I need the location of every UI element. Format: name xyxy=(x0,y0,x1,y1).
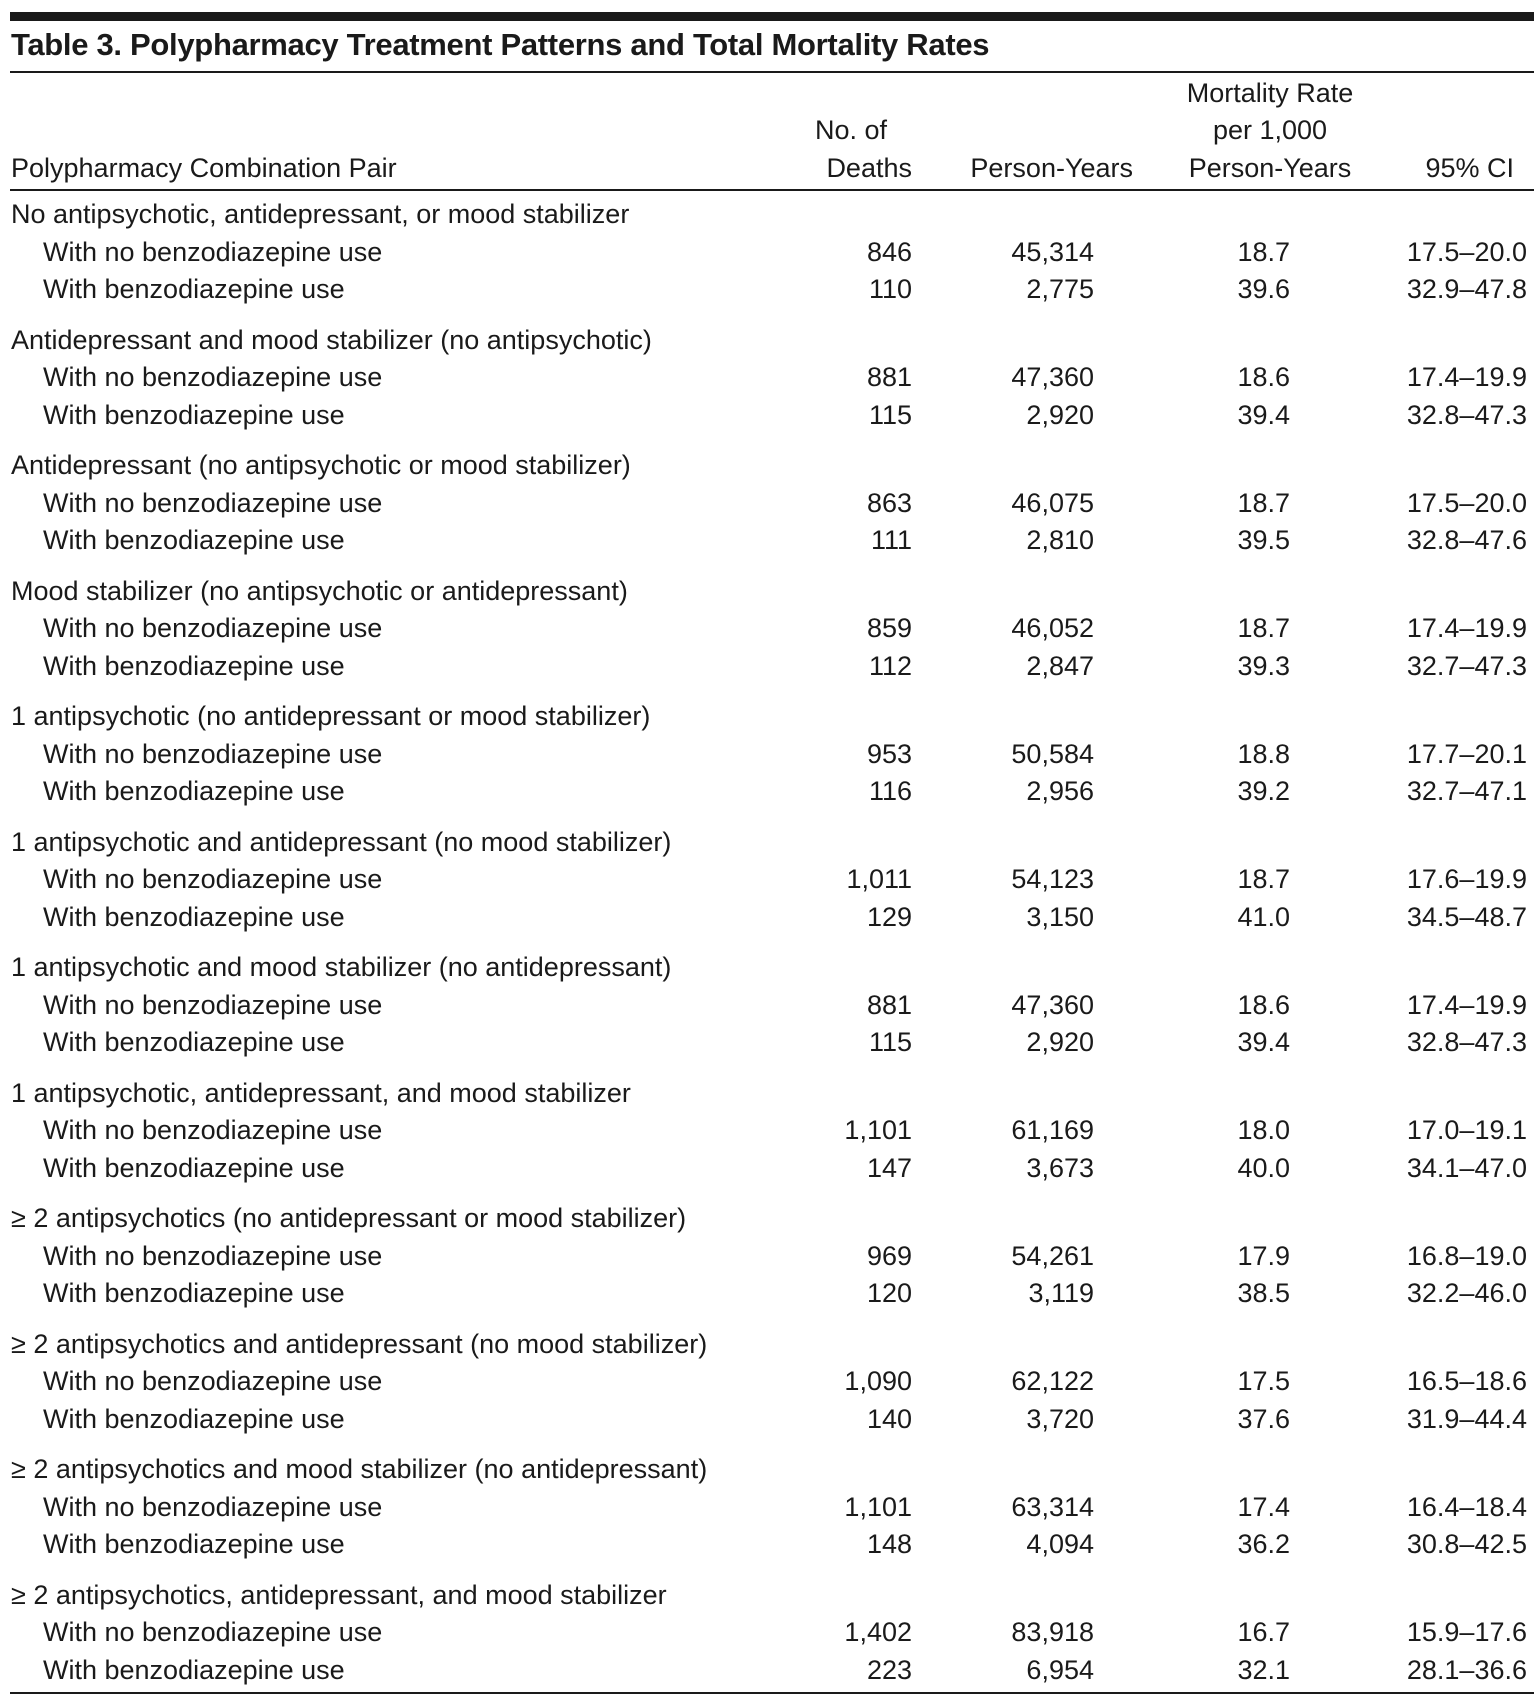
deaths-cell: 859 xyxy=(866,613,912,644)
table-row xyxy=(0,1525,1540,1563)
table-row xyxy=(0,772,1540,810)
ci-cell: 28.1–36.6 xyxy=(1406,1654,1527,1685)
row-label: With no benzodiazepine use xyxy=(43,1240,383,1271)
group-label: 1 antipsychotic, antidepressant, and mood stabilizer xyxy=(11,1077,631,1108)
row-label: With no benzodiazepine use xyxy=(43,487,383,518)
deaths-cell: 1,090 xyxy=(844,1366,912,1397)
row-label: With benzodiazepine use xyxy=(43,776,345,807)
deaths-cell: 953 xyxy=(866,738,912,769)
header-rate-line3: Person-Years xyxy=(1188,153,1352,183)
ci-cell: 34.5–48.7 xyxy=(1406,901,1527,932)
table-row xyxy=(0,358,1540,396)
row-label: With benzodiazepine use xyxy=(43,525,345,556)
group-row xyxy=(0,1074,1540,1112)
row-label: With benzodiazepine use xyxy=(43,274,345,305)
row-label: With no benzodiazepine use xyxy=(43,1491,383,1522)
deaths-cell: 110 xyxy=(868,274,912,305)
person-years-cell: 2,810 xyxy=(1026,525,1094,556)
mortality-rate-cell: 18.6 xyxy=(1237,362,1290,393)
row-label: With no benzodiazepine use xyxy=(43,613,383,644)
mortality-rate-cell: 18.7 xyxy=(1237,487,1290,518)
ci-cell: 30.8–42.5 xyxy=(1406,1529,1527,1560)
header-rule xyxy=(10,189,1534,191)
person-years-cell: 50,584 xyxy=(1011,738,1094,769)
group-row xyxy=(0,195,1540,233)
deaths-cell: 881 xyxy=(866,362,912,393)
mortality-rate-cell: 39.3 xyxy=(1237,650,1290,681)
table-row xyxy=(0,898,1540,936)
deaths-cell: 140 xyxy=(866,1403,912,1434)
mortality-rate-cell: 36.2 xyxy=(1237,1529,1290,1560)
row-label: With benzodiazepine use xyxy=(43,1654,345,1685)
mortality-rate-cell: 40.0 xyxy=(1237,1152,1290,1183)
table-row xyxy=(0,735,1540,773)
person-years-cell: 2,920 xyxy=(1026,1027,1094,1058)
ci-cell: 32.8–47.6 xyxy=(1406,525,1527,556)
group-label: Antidepressant (no antipsychotic or mood stabilizer) xyxy=(11,450,631,480)
group-label: ≥ 2 antipsychotics (no antidepressant or mood stabilizer) xyxy=(11,1203,687,1233)
person-years-cell: 2,775 xyxy=(1026,274,1094,305)
person-years-cell: 3,119 xyxy=(1028,1278,1094,1309)
deaths-cell: 129 xyxy=(866,901,912,932)
ci-cell: 32.8–47.3 xyxy=(1406,399,1527,430)
ci-cell: 17.6–19.9 xyxy=(1406,864,1527,895)
deaths-cell: 112 xyxy=(868,650,912,681)
mortality-rate-cell: 39.2 xyxy=(1237,776,1290,807)
row-label: With benzodiazepine use xyxy=(43,901,345,932)
table-row xyxy=(0,233,1540,271)
row-label: With no benzodiazepine use xyxy=(43,1366,383,1397)
ci-cell: 34.1–47.0 xyxy=(1406,1152,1527,1183)
row-label: With no benzodiazepine use xyxy=(43,1115,383,1146)
mortality-rate-cell: 18.6 xyxy=(1237,989,1290,1020)
deaths-cell: 147 xyxy=(866,1152,912,1183)
deaths-cell: 115 xyxy=(868,399,912,430)
person-years-cell: 61,169 xyxy=(1011,1115,1094,1146)
mortality-rate-cell: 16.7 xyxy=(1237,1617,1290,1648)
mortality-rate-cell: 17.5 xyxy=(1237,1366,1290,1397)
group-row xyxy=(0,1450,1540,1488)
group-row xyxy=(0,572,1540,610)
row-label: With no benzodiazepine use xyxy=(43,1617,383,1648)
title-rule xyxy=(10,71,1534,73)
row-label: With benzodiazepine use xyxy=(43,1152,345,1183)
group-label: ≥ 2 antipsychotics and mood stabilizer (no antidepressant) xyxy=(11,1454,708,1484)
ci-cell: 17.5–20.0 xyxy=(1406,487,1527,518)
header-person-years: Person-Years xyxy=(970,153,1133,183)
table-row xyxy=(0,1111,1540,1149)
deaths-cell: 969 xyxy=(866,1240,912,1271)
ci-cell: 32.7–47.3 xyxy=(1406,650,1527,681)
row-label: With no benzodiazepine use xyxy=(43,738,383,769)
row-label: With benzodiazepine use xyxy=(43,399,345,430)
ci-cell: 16.5–18.6 xyxy=(1406,1366,1527,1397)
table-row xyxy=(0,1149,1540,1187)
person-years-cell: 63,314 xyxy=(1011,1491,1094,1522)
deaths-cell: 223 xyxy=(866,1654,912,1685)
table-row xyxy=(0,1023,1540,1061)
mortality-rate-cell: 18.7 xyxy=(1237,236,1290,267)
row-label: With benzodiazepine use xyxy=(43,1529,345,1560)
mortality-rate-cell: 41.0 xyxy=(1237,901,1290,932)
group-label: No antipsychotic, antidepressant, or mood stabilizer xyxy=(11,199,630,229)
person-years-cell: 54,261 xyxy=(1011,1240,1094,1271)
group-label: ≥ 2 antipsychotics, antidepressant, and mood stabilizer xyxy=(11,1579,667,1610)
mortality-rate-cell: 18.7 xyxy=(1237,613,1290,644)
deaths-cell: 115 xyxy=(868,1027,912,1058)
deaths-cell: 148 xyxy=(866,1529,912,1560)
row-label: With benzodiazepine use xyxy=(43,1278,345,1309)
deaths-cell: 1,101 xyxy=(844,1491,912,1522)
top-rule xyxy=(10,12,1534,21)
person-years-cell: 83,918 xyxy=(1011,1617,1094,1648)
table-row xyxy=(0,1274,1540,1312)
ci-cell: 32.9–47.8 xyxy=(1406,274,1527,305)
ci-cell: 16.4–18.4 xyxy=(1406,1491,1527,1522)
deaths-cell: 111 xyxy=(870,525,912,556)
deaths-cell: 1,011 xyxy=(846,864,912,895)
person-years-cell: 2,956 xyxy=(1026,776,1094,807)
header-rate-line2: per 1,000 xyxy=(1212,115,1328,145)
group-row xyxy=(0,823,1540,861)
mortality-rate-cell: 39.6 xyxy=(1237,274,1290,305)
person-years-cell: 2,920 xyxy=(1026,399,1094,430)
group-row xyxy=(0,1199,1540,1237)
mortality-rate-cell: 39.4 xyxy=(1237,1027,1290,1058)
deaths-cell: 863 xyxy=(866,487,912,518)
ci-cell: 17.0–19.1 xyxy=(1406,1115,1527,1146)
person-years-cell: 6,954 xyxy=(1026,1654,1094,1685)
row-label: With no benzodiazepine use xyxy=(43,989,383,1020)
deaths-cell: 846 xyxy=(866,236,912,267)
person-years-cell: 3,720 xyxy=(1026,1403,1094,1434)
person-years-cell: 3,150 xyxy=(1026,901,1094,932)
mortality-rate-cell: 38.5 xyxy=(1237,1278,1290,1309)
table-row xyxy=(0,860,1540,898)
table-row xyxy=(0,521,1540,559)
table-row xyxy=(0,1613,1540,1651)
mortality-rate-cell: 32.1 xyxy=(1237,1654,1290,1685)
table-row xyxy=(0,1488,1540,1526)
table-row xyxy=(0,1651,1540,1689)
table-row xyxy=(0,609,1540,647)
mortality-rate-cell: 39.4 xyxy=(1237,399,1290,430)
ci-cell: 16.8–19.0 xyxy=(1406,1240,1527,1271)
header-rate-line1: Mortality Rate xyxy=(1186,78,1354,108)
ci-cell: 32.7–47.1 xyxy=(1406,776,1527,807)
table-row xyxy=(0,1400,1540,1438)
group-row xyxy=(0,948,1540,986)
deaths-cell: 1,402 xyxy=(844,1617,912,1648)
ci-cell: 15.9–17.6 xyxy=(1406,1617,1527,1648)
table-row xyxy=(0,1362,1540,1400)
row-label: With benzodiazepine use xyxy=(43,1027,345,1058)
person-years-cell: 46,052 xyxy=(1011,613,1094,644)
header-combination-pair: Polypharmacy Combination Pair xyxy=(11,153,397,183)
group-label: ≥ 2 antipsychotics and antidepressant (no mood stabilizer) xyxy=(11,1328,708,1359)
row-label: With no benzodiazepine use xyxy=(43,236,383,267)
ci-cell: 32.2–46.0 xyxy=(1406,1278,1527,1309)
row-label: With benzodiazepine use xyxy=(43,650,345,681)
group-row xyxy=(0,697,1540,735)
table-row xyxy=(0,647,1540,685)
group-row xyxy=(0,1325,1540,1363)
mortality-rate-cell: 18.0 xyxy=(1237,1115,1290,1146)
ci-cell: 17.4–19.9 xyxy=(1406,362,1527,393)
deaths-cell: 881 xyxy=(866,989,912,1020)
mortality-rate-cell: 39.5 xyxy=(1237,525,1290,556)
header-ci: 95% CI xyxy=(1425,153,1514,183)
ci-cell: 17.4–19.9 xyxy=(1406,989,1527,1020)
person-years-cell: 3,673 xyxy=(1026,1152,1094,1183)
group-label: Mood stabilizer (no antipsychotic or antidepressant) xyxy=(11,575,628,606)
deaths-cell: 1,101 xyxy=(844,1115,912,1146)
person-years-cell: 45,314 xyxy=(1011,236,1094,267)
header-deaths-line2: Deaths xyxy=(826,153,912,183)
table-row xyxy=(0,1237,1540,1275)
row-label: With no benzodiazepine use xyxy=(43,864,383,895)
row-label: With no benzodiazepine use xyxy=(43,362,383,393)
person-years-cell: 46,075 xyxy=(1011,487,1094,518)
person-years-cell: 54,123 xyxy=(1011,864,1094,895)
mortality-rate-cell: 17.9 xyxy=(1237,1240,1290,1271)
ci-cell: 32.8–47.3 xyxy=(1406,1027,1527,1058)
deaths-cell: 116 xyxy=(868,776,912,807)
group-label: Antidepressant and mood stabilizer (no antipsychotic) xyxy=(11,324,652,355)
table-row xyxy=(0,396,1540,434)
table-row xyxy=(0,484,1540,522)
ci-cell: 17.4–19.9 xyxy=(1406,613,1527,644)
group-label: 1 antipsychotic and antidepressant (no mood stabilizer) xyxy=(11,826,672,857)
person-years-cell: 47,360 xyxy=(1011,362,1094,393)
row-label: With benzodiazepine use xyxy=(43,1403,345,1434)
group-row xyxy=(0,321,1540,359)
person-years-cell: 47,360 xyxy=(1011,989,1094,1020)
mortality-rate-cell: 18.7 xyxy=(1237,864,1290,895)
group-label: 1 antipsychotic and mood stabilizer (no antidepressant) xyxy=(11,952,672,982)
table-row xyxy=(0,270,1540,308)
mortality-rate-cell: 18.8 xyxy=(1237,738,1290,769)
group-label: 1 antipsychotic (no antidepressant or mood stabilizer) xyxy=(11,701,651,731)
ci-cell: 17.5–20.0 xyxy=(1406,236,1527,267)
person-years-cell: 4,094 xyxy=(1026,1529,1094,1560)
bottom-rule xyxy=(10,1692,1534,1694)
person-years-cell: 62,122 xyxy=(1011,1366,1094,1397)
mortality-rate-cell: 17.4 xyxy=(1237,1491,1290,1522)
group-row xyxy=(0,446,1540,484)
group-row xyxy=(0,1576,1540,1614)
person-years-cell: 2,847 xyxy=(1026,650,1094,681)
table-title: Table 3. Polypharmacy Treatment Patterns and Total Mortality Rates xyxy=(11,27,990,62)
header-deaths-line1: No. of xyxy=(814,115,888,145)
deaths-cell: 120 xyxy=(866,1278,912,1309)
table-row xyxy=(0,986,1540,1024)
ci-cell: 31.9–44.4 xyxy=(1406,1403,1527,1434)
mortality-rate-cell: 37.6 xyxy=(1237,1403,1290,1434)
ci-cell: 17.7–20.1 xyxy=(1406,738,1527,769)
